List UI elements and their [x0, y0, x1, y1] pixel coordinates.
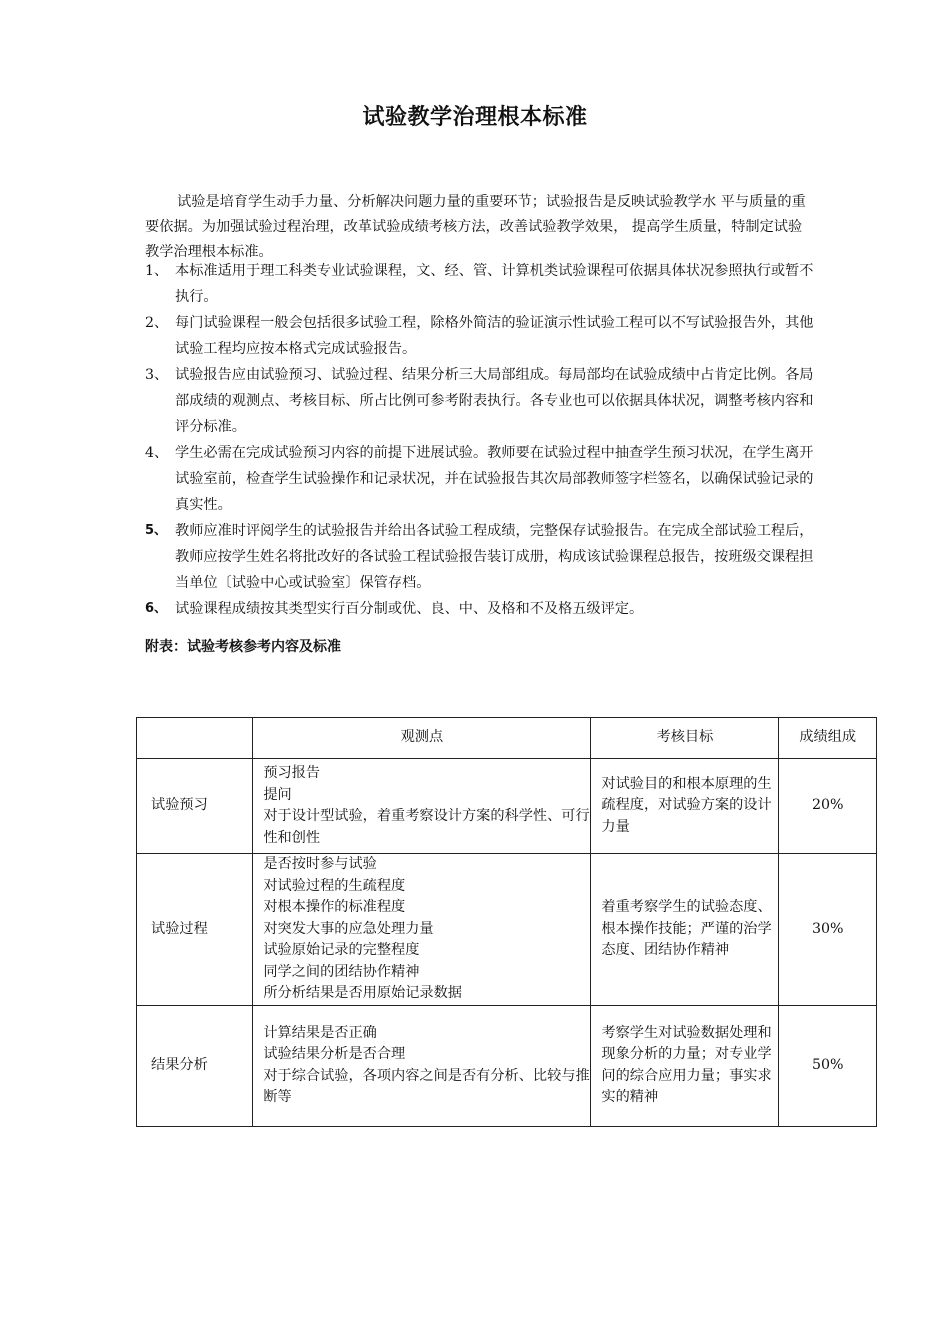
item-number: 6、 — [145, 601, 168, 616]
list-item — [145, 258, 825, 310]
item-number: 4、 — [145, 445, 169, 461]
observation-point: 所分析结果是否用原始记录数据 — [263, 985, 462, 1001]
observation-point: 提问 — [263, 786, 292, 803]
item-text: 学生必需在完成试验预习内容的前提下进展试验。教师要在试验过程中抽查学生预习状况，在学生离开试验室前，检查学生试验操作和记录状况，并在试验报告其次局部教师签字栏签名，以确保试验记录的真实性。 — [175, 445, 814, 513]
score-cell: 30% — [779, 854, 877, 1006]
observation-point: 是否按时参与试验 — [263, 856, 377, 872]
table-row — [137, 854, 877, 1006]
item-number: 2、 — [145, 315, 169, 331]
list-item — [145, 440, 825, 518]
header-score: 成绩组成 — [779, 718, 877, 759]
table-row — [137, 1005, 877, 1126]
rules-list — [145, 258, 825, 622]
stage-cell: 试验过程 — [137, 854, 253, 1006]
observation-point: 同学之间的团结协作精神 — [263, 963, 420, 980]
target-cell: 对试验目的和根本原理的生疏程度，对试验方案的设计力量 — [591, 759, 779, 854]
item-text: 教师应准时评阅学生的试验报告并给出各试验工程成绩，完整保存试验报告。在完成全部试验工程后，教师应按学生姓名将批改好的各试验工程试验报告装订成册，构成该试验课程总报告，按班级交课程担当单位〔试验中心或试验室〕保管存档。 — [175, 523, 814, 591]
appendix-title: 附表：试验考核参考内容及标准 — [145, 639, 341, 655]
observation-cell — [253, 759, 591, 854]
observation-point: 预习报告 — [263, 765, 321, 781]
stage-cell: 结果分析 — [137, 1005, 253, 1126]
stage-cell: 试验预习 — [137, 759, 253, 854]
intro-paragraph: 试验是培育学生动手力量、分析解决问题力量的重要环节；试验报告是反映试验教学水 平与质量的重要依据。为加强试验过程治理，改革试验成绩考核方法，改善试验教学效果， 提高学生质量，特制定试验教学治理根本标准。 — [145, 194, 806, 260]
observation-point: 对于设计型试验，着重考察设计方案的科学性、可行性和创性 — [263, 808, 590, 846]
item-number: 5、 — [145, 523, 168, 538]
observation-cell — [253, 854, 591, 1006]
header-observation: 观测点 — [253, 718, 591, 759]
item-text: 试验报告应由试验预习、试验过程、结果分析三大局部组成。每局部均在试验成绩中占肯定比例。各局部成绩的观测点、考核目标、所占比例可参考附表执行。各专业也可以依据具体状况，调整考核内容和评分标准。 — [175, 367, 814, 435]
target-cell: 着重考察学生的试验态度、根本操作技能；严谨的治学态度、团结协作精神 — [591, 854, 779, 1006]
observation-point: 对根本操作的标准程度 — [263, 899, 406, 915]
observation-cell — [253, 1005, 591, 1126]
table-header-row — [137, 718, 877, 759]
table-row — [137, 759, 877, 854]
assessment-table — [136, 717, 877, 1127]
observation-point: 对于综合试验，各项内容之间是否有分析、比较与推断等 — [263, 1067, 590, 1105]
observation-point: 对突发大事的应急处理力量 — [263, 920, 434, 937]
observation-point: 计算结果是否正确 — [263, 1024, 377, 1041]
list-item — [145, 518, 825, 596]
item-text: 试验课程成绩按其类型实行百分制或优、良、中、及格和不及格五级评定。 — [175, 601, 644, 617]
header-target: 考核目标 — [591, 718, 779, 759]
item-number: 1、 — [145, 263, 169, 279]
header-cell-empty — [137, 718, 253, 759]
list-item — [145, 362, 825, 440]
item-number: 3、 — [145, 367, 169, 383]
observation-point: 试验结果分析是否合理 — [263, 1046, 406, 1062]
list-item — [145, 310, 825, 362]
page-title: 试验教学治理根本标准 — [362, 105, 588, 130]
observation-point: 对试验过程的生疏程度 — [263, 877, 406, 894]
score-cell: 50% — [779, 1005, 877, 1126]
item-text: 每门试验课程一般会包括很多试验工程，除格外简洁的验证演示性试验工程可以不写试验报告外，其他试验工程均应按本格式完成试验报告。 — [175, 315, 814, 357]
observation-point: 试验原始记录的完整程度 — [263, 942, 420, 958]
item-text: 本标准适用于理工科类专业试验课程，文、经、管、计算机类试验课程可依据具体状况参照执行或暂不执行。 — [175, 263, 814, 305]
target-cell: 考察学生对试验数据处理和现象分析的力量；对专业学问的综合应用力量；事实求实的精神 — [591, 1005, 779, 1126]
score-cell: 20% — [779, 759, 877, 854]
list-item — [145, 596, 825, 622]
